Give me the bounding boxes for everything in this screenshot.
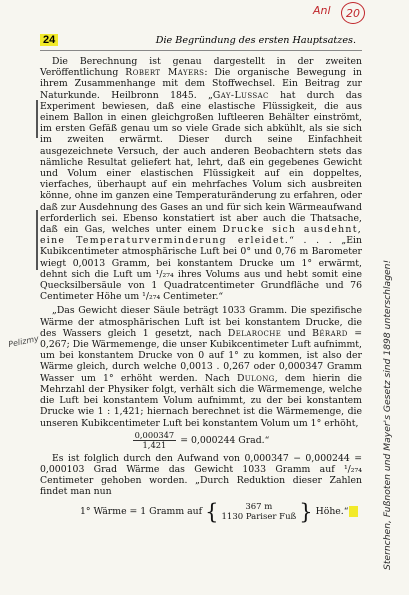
author-name: Dulong xyxy=(236,372,275,384)
left-brace: { xyxy=(205,499,219,524)
fraction: $\frac{0,000347}{1,421}$ xyxy=(134,429,175,450)
header-rule xyxy=(40,50,362,51)
value-stack: 367 m 1130 Pariser Fuß xyxy=(221,501,297,522)
author-name: Delaroche xyxy=(227,327,282,339)
page-number: 24 xyxy=(40,34,58,46)
body-text xyxy=(40,56,362,522)
paragraph: Es ist folglich durch den Aufwand von 0,000347 − 0,000244 = 0,000103 Grad Wärme das Gewicht 1033 Gramm auf ¹/₂₇₄ Centimeter gehoben worden. „Durch Reduktion dieser Zahlen findet man nun xyxy=(40,452,362,498)
final-equation: 1° Wärme = 1 Gramm auf { 367 m 1130 Pariser Fuß } Höhe.“ xyxy=(80,502,362,522)
handwritten-left-note: Pelizmy xyxy=(7,333,40,350)
author-name: Gay-Lussac xyxy=(212,89,269,101)
margin-bar-mark xyxy=(36,100,38,138)
emphasized-text: Drucke sich ausdehnt, eine Temperaturverminderung erleidet. xyxy=(40,224,362,247)
paragraph: Die Berechnung ist genau dargestellt in der zweiten Veröffentlichung Robert Mayers: Die organische Bewegung in ihrem Zusammenhange mit dem Stoffwechsel. Ein Beitrag zur Naturkunde. Heilbronn 1845. „Gay-Lussac hat durch das Experiment bewiesen, daß eine elastische Flüssigkeit, die aus einem Ballon in einen gleichgroßen luftleeren Behälter einströmt, im ersten Gefäß genau um so viele Grade sich abkühlt, als sie sich im zweiten erwärmt. Dieser durch seine Einfachheit ausgezeichnete Versuch, der auch anderen Beobachtern stets das nämliche Resultat geliefert hat, lehrt, daß ein gegebenes Gewicht und Volum einer elastischen Flüssigkeit auf ein doppeltes, vierfaches, überhaupt auf ein mehrfaches Volum sich ausbreiten könne, ohne im ganzen eine Temperaturänderung zu erfahren, oder daß zur Ausdehnung des Gases an und für sich kein Wärmeaufwand erforderlich sei. Ebenso konstatiert ist aber auch die Thatsache, daß ein Gas, welches unter einem Drucke sich ausdehnt, eine Temperaturverminderung erleidet.“ . . . „Ein Kubikcentimeter atmosphärische Luft bei 0° und 0,76 m Barometer wiegt 0,0013 Gramm, bei konstantem Drucke um 1° erwärmt, dehnt sich die Luft um ¹/₂₇₄ ihres Volums aus und hebt somit eine Quecksilbersäule von 1 Quadratcentimeter Grundfläche und 76 Centimeter Höhe um ¹/₂₇₄ Centimeter.“ xyxy=(40,56,362,303)
running-title: Die Begründung des ersten Hauptsatzes. xyxy=(155,35,356,46)
page-header xyxy=(40,34,360,46)
highlight-mark xyxy=(349,506,359,517)
author-name: Bérard xyxy=(312,327,348,339)
formula: $\frac{0,000347}{1,421}$ = 0,000244 Grad.“ xyxy=(134,429,270,450)
right-brace: } xyxy=(299,499,313,524)
handwritten-margin-note: Sternchen, Fußnoten und Mayer's Gesetz sind 1898 unterschlagen! xyxy=(382,259,393,570)
paragraph: „Das Gewicht dieser Säule beträgt 1033 Gramm. Die spezifische Wärme der atmosphärischen Luft ist bei konstantem Drucke, die des Wassers gleich 1 gesetzt, nach Delaroche und Bérard = 0,267; Die Wärmemenge, die unser Kubikcentimeter Luft aufnimmt, um bei konstantem Drucke von 0 auf 1° zu kommen, ist also der Wärme gleich, durch welche 0,0013 . 0,267 oder 0,000347 Gramm Wasser um 1° erhöht werden. Nach Dulong, dem hierin die Mehrzahl der Physiker folgt, verhält sich die Wärmemenge, welche die Luft bei konstantem Volum aufnimmt, zu der bei konstantem Drucke wie 1 : 1,421; hiernach berechnet ist die Wärmemenge, die unseren Kubikcentimeter Luft bei konstantem Volum um 1° erhöht, xyxy=(40,305,362,429)
circled-number-annotation: 20 xyxy=(341,2,365,24)
handwritten-anl-note: Anl xyxy=(313,4,331,17)
author-name: Robert Mayers xyxy=(125,67,205,79)
margin-bar-mark xyxy=(36,210,38,270)
